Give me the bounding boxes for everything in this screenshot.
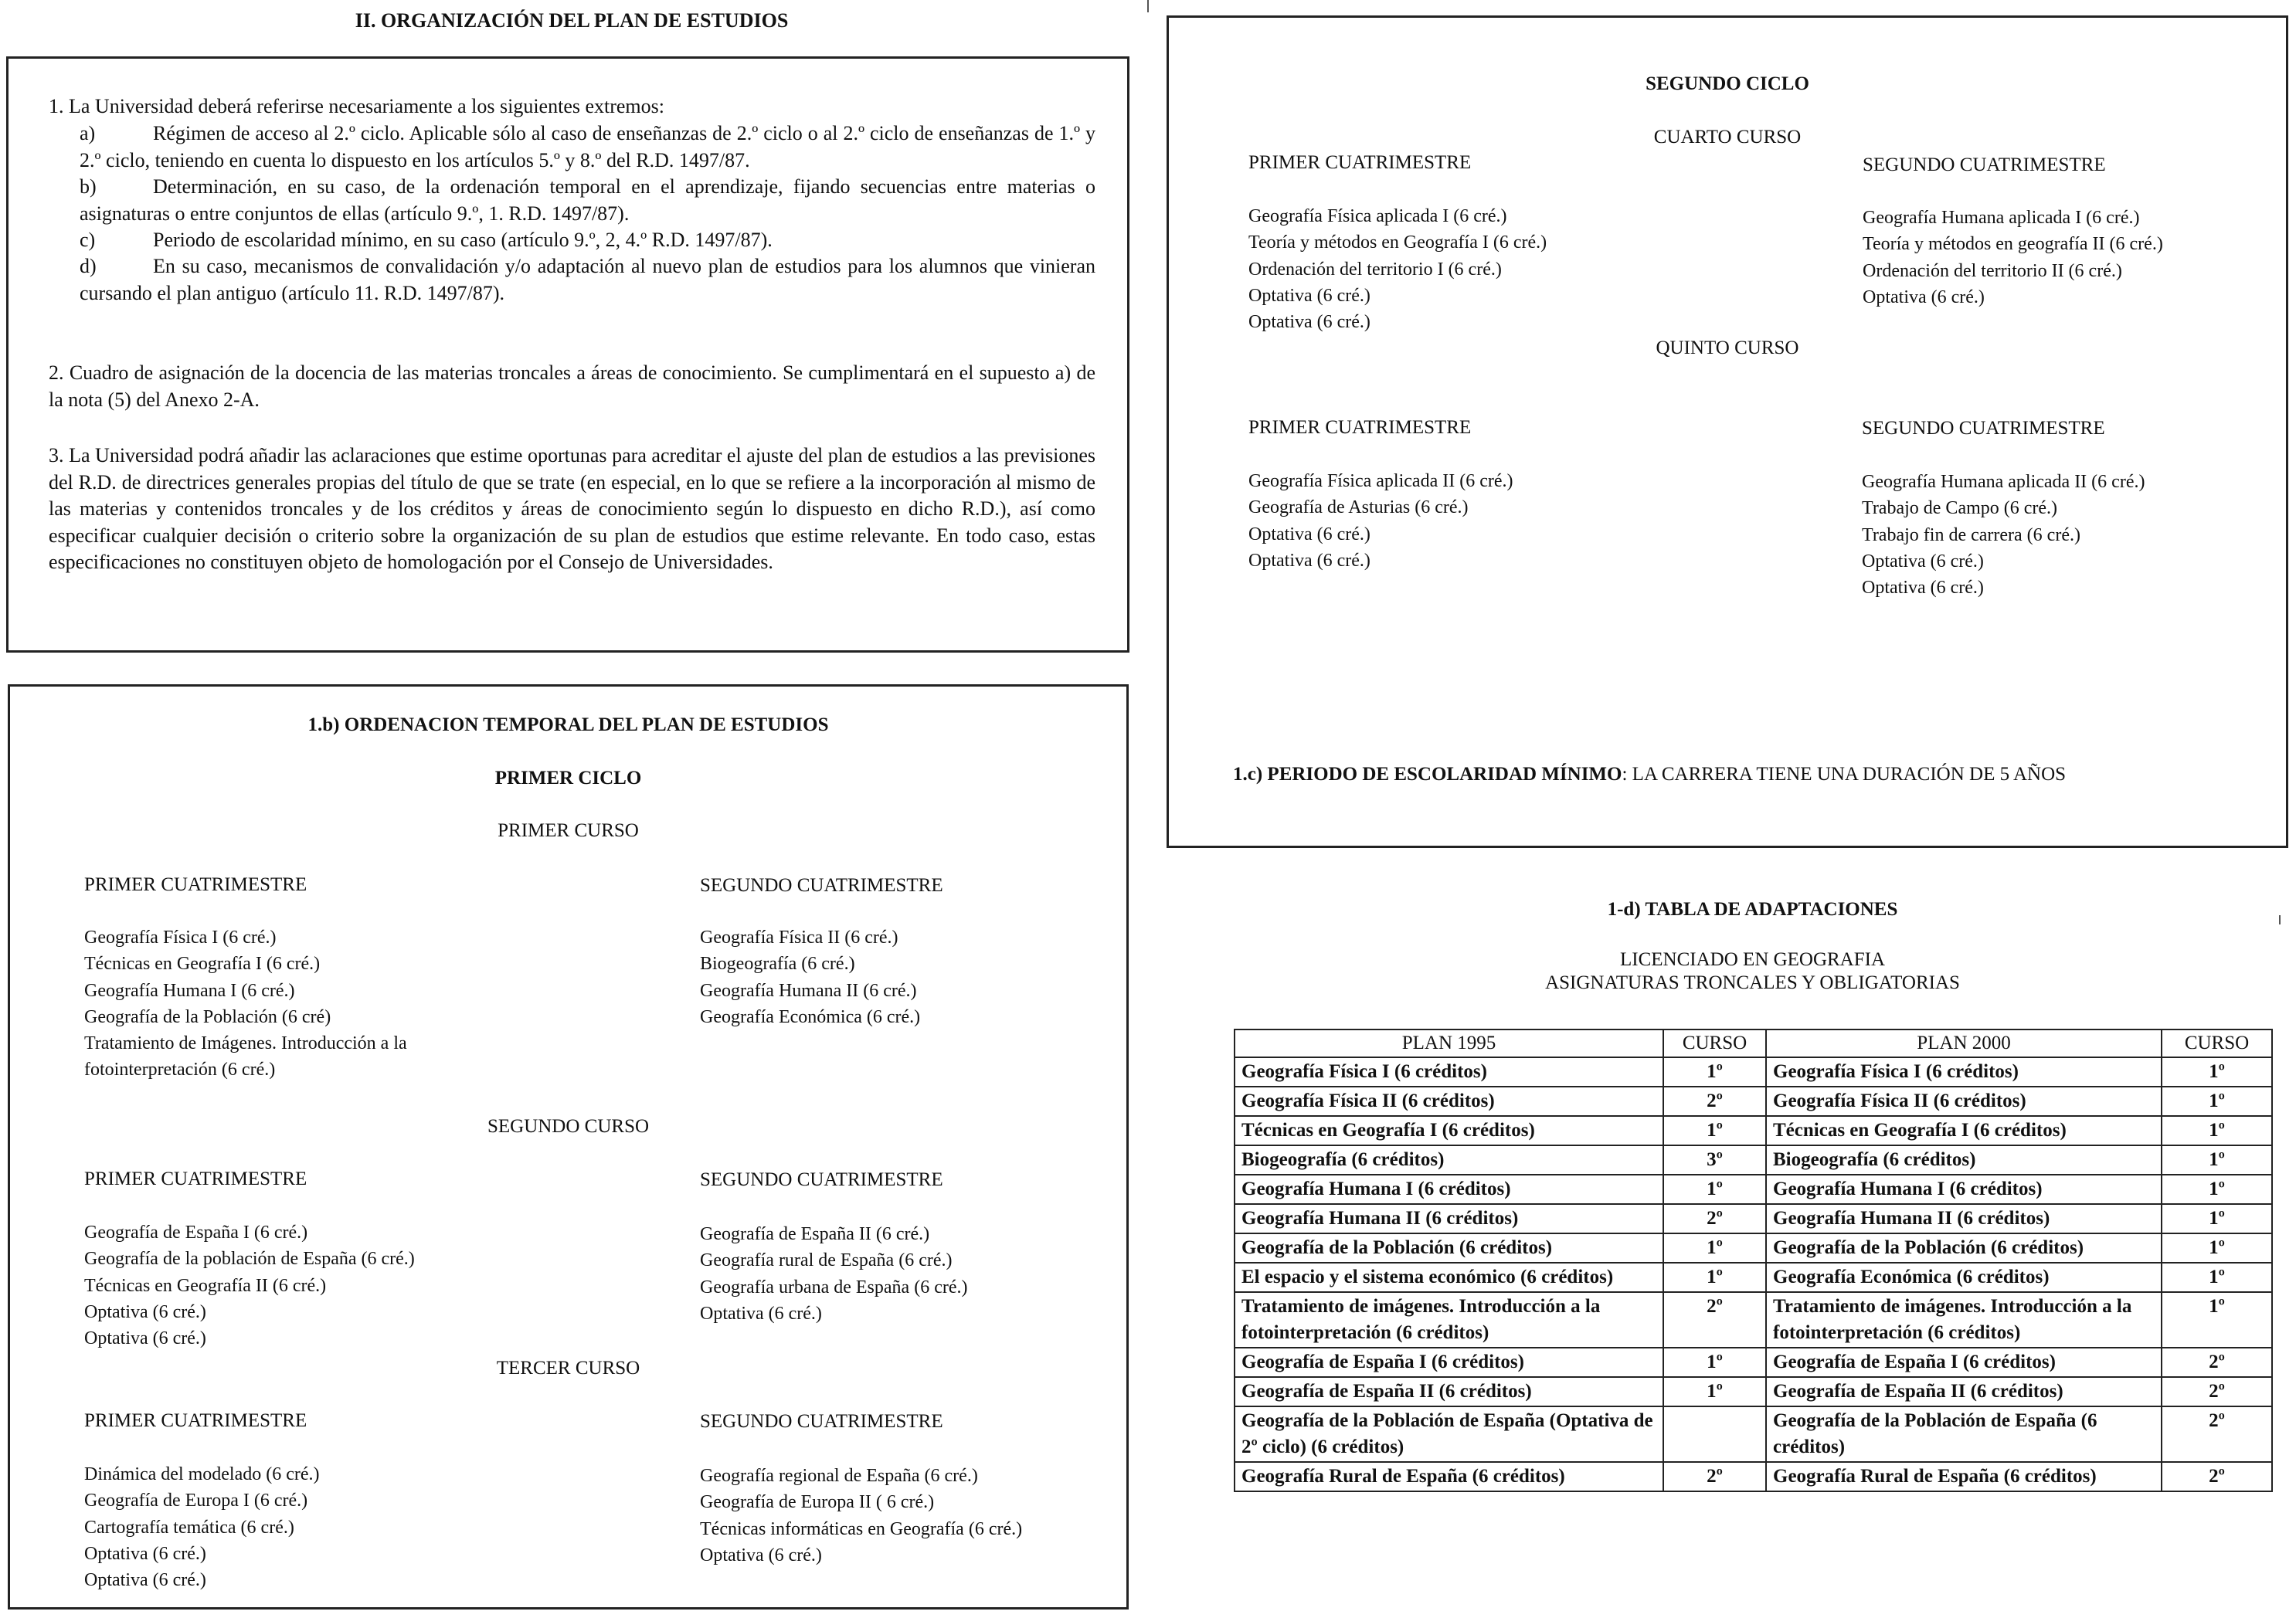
subject-list (700, 924, 920, 1030)
plan-1995-cell: Biogeografía (6 créditos) (1235, 1145, 1663, 1175)
org-box (6, 56, 1129, 653)
subject-item: Trabajo de Campo (6 cré.) (1862, 498, 2058, 519)
subject-item: Optativa (6 cré.) (1863, 287, 1985, 307)
subject-item: Optativa (6 cré.) (84, 1328, 206, 1349)
curso-1995-cell: 2º (1663, 1087, 1766, 1116)
subject-item: Cartografía temática (6 cré.) (84, 1517, 294, 1538)
table-row (1235, 1406, 2272, 1462)
subject-item: Optativa (6 cré.) (1862, 578, 1984, 599)
subject-list (1248, 468, 1513, 574)
plan-title: 1.b) ORDENACION TEMPORAL DEL PLAN DE ESTUDIOS (307, 714, 829, 735)
org-paragraph-3: 3. La Universidad podrá añadir las aclaraciones que estime oportunas para acreditar el ajuste del plan de estudios a las previsiones del R.D. de directrices generales propias del título de que se trate (en especial, en lo que se refiere a la incorporación al mismo de las materias y contenidos troncales y de los créditos y áreas de conocimiento según lo dispuesto en dicho R.D.), así como especificar cualquier decisión o criterio sobre la organización de su plan de estudios que estime relevante. En todo caso, estas especificaciones no constituyen objeto de homologación por el Consejo de Universidades. (49, 444, 1095, 573)
subject-item: Optativa (6 cré.) (1248, 524, 1370, 544)
curso-1995-cell: 1º (1663, 1377, 1766, 1406)
cuatrimestre-heading: PRIMER CUATRIMESTRE (1248, 152, 1472, 173)
curso-2000-cell: 2º (2162, 1462, 2272, 1491)
table-row (1235, 1204, 2272, 1233)
adaptation-table (1234, 1029, 2273, 1492)
plan-2000-cell: Geografía de la Población de España (6 créditos) (1766, 1406, 2162, 1462)
plan-1995-cell: Geografía de España II (6 créditos) (1235, 1377, 1663, 1406)
subject-item: Geografía de Europa I (6 cré.) (84, 1491, 308, 1511)
plan-1995-cell: Geografía de la Población de España (Optativa de 2º ciclo) (6 créditos) (1235, 1406, 1663, 1462)
org-item-text: Régimen de acceso al 2.º ciclo. Aplicable sólo al caso de enseñanzas de 2.º ciclo o al 2.º ciclo de enseñanzas de 1.º y 2.º ciclo, teniendo en cuenta lo dispuesto en los artículos 5.º y 8.º del R.D. 1497/87. (80, 122, 1095, 171)
curso-heading: TERCER CURSO (496, 1358, 640, 1379)
subject-item: Optativa (6 cré.) (1248, 312, 1370, 333)
curso-1995-cell: 1º (1663, 1233, 1766, 1263)
subject-item: Geografía de la Población (6 cré) (84, 1006, 331, 1027)
adapt-title: 1-d) TABLA DE ADAPTACIONES (1607, 899, 1898, 920)
curso-1995-cell: 1º (1663, 1263, 1766, 1292)
subject-item: Geografía Física II (6 cré.) (700, 928, 898, 948)
cuatrimestre-heading: SEGUNDO CUATRIMESTRE (700, 1169, 943, 1190)
plan-2000-cell: Geografía de España I (6 créditos) (1766, 1348, 2162, 1377)
curso-1995-cell: 1º (1663, 1175, 1766, 1204)
adapt-subtitle: LICENCIADO EN GEOGRAFIA (1619, 949, 1886, 970)
cuatrimestre-heading: PRIMER CUATRIMESTRE (84, 1410, 307, 1431)
curso-2000-cell: 1º (2162, 1292, 2272, 1348)
curso-1995-cell: 3º (1663, 1145, 1766, 1175)
plan-2000-cell: Geografía Física I (6 créditos) (1766, 1057, 2162, 1087)
plan-2000-cell: Geografía Económica (6 créditos) (1766, 1263, 2162, 1292)
subject-item: Optativa (6 cré.) (84, 1543, 206, 1564)
periodo-label: 1.c) PERIODO DE ESCOLARIDAD MÍNIMO (1233, 764, 1622, 785)
curso-2000-cell: 1º (2162, 1263, 2272, 1292)
subject-item: Técnicas informáticas en Geografía (6 cré.) (700, 1518, 1023, 1539)
subject-list (84, 1461, 320, 1593)
subject-list (1862, 469, 2145, 601)
subject-item: Optativa (6 cré.) (84, 1301, 206, 1322)
subject-item: Geografía Económica (6 cré.) (700, 1006, 921, 1027)
curso-1995-cell: 2º (1663, 1204, 1766, 1233)
subject-list (700, 1221, 967, 1327)
curso-1995-cell: 2º (1663, 1462, 1766, 1491)
table-row (1235, 1116, 2272, 1145)
cuatrimestre-heading: SEGUNDO CUATRIMESTRE (1862, 418, 2105, 439)
subject-item: Optativa (6 cré.) (1862, 551, 1984, 572)
org-item-label: d) (80, 255, 97, 277)
plan-1995-cell: El espacio y el sistema económico (6 créditos) (1235, 1263, 1663, 1292)
periodo-escolaridad (1233, 762, 2066, 788)
curso-1995-cell: 1º (1663, 1348, 1766, 1377)
column-header: PLAN 1995 (1235, 1029, 1663, 1057)
plan-2000-cell: Biogeografía (6 créditos) (1766, 1145, 2162, 1175)
subject-item: Geografía de Asturias (6 cré.) (1248, 497, 1469, 518)
plan-1995-cell: Geografía de la Población (6 créditos) (1235, 1233, 1663, 1263)
column-header: PLAN 2000 (1766, 1029, 2162, 1057)
subject-item: Trabajo fin de carrera (6 cré.) (1862, 524, 2080, 545)
org-item-c (80, 227, 1095, 254)
plan-ciclo: PRIMER CICLO (494, 768, 642, 789)
plan-1995-cell: Geografía de España I (6 créditos) (1235, 1348, 1663, 1377)
org-item-text: Determinación, en su caso, de la ordenación temporal en el aprendizaje, fijando secuencias entre materias o asignaturas o entre conjuntos de ellas (artículo 9.º, 1. R.D. 1497/87). (80, 175, 1095, 225)
subject-item: Geografía Humana aplicada I (6 cré.) (1863, 208, 2140, 228)
org-item-label: a) (80, 122, 96, 144)
curso-1995-cell: 2º (1663, 1292, 1766, 1348)
org-paragraph-2: 2. Cuadro de asignación de la docencia de las materias troncales a áreas de conocimiento. Se cumplimentará en el supuesto a) de la nota (5) del Anexo 2-A. (49, 361, 1095, 411)
subject-list (1248, 203, 1547, 335)
subject-item: Técnicas en Geografía II (6 cré.) (84, 1275, 327, 1296)
subject-item: Optativa (6 cré.) (1248, 550, 1370, 571)
subject-item: Geografía Humana aplicada II (6 cré.) (1862, 472, 2145, 492)
adapt-subtitle: ASIGNATURAS TRONCALES Y OBLIGATORIAS (1545, 972, 1960, 993)
column-header: CURSO (2162, 1029, 2272, 1057)
scan-mark (2279, 915, 2281, 924)
cuatrimestre-heading: PRIMER CUATRIMESTRE (84, 874, 307, 895)
plan-2000-cell: Geografía Física II (6 créditos) (1766, 1087, 2162, 1116)
org-item-label: b) (80, 175, 97, 198)
curso-heading: PRIMER CURSO (498, 820, 639, 841)
org-item-d (80, 253, 1095, 307)
subject-item: Geografía Física aplicada I (6 cré.) (1248, 206, 1507, 226)
curso-1995-cell: 1º (1663, 1057, 1766, 1087)
subject-item: Dinámica del modelado (6 cré.) (84, 1464, 320, 1484)
subject-item: Tratamiento de Imágenes. Introducción a la (84, 1033, 407, 1054)
plan-1995-cell: Geografía Física I (6 créditos) (1235, 1057, 1663, 1087)
plan-box (8, 684, 1129, 1610)
plan-2000-cell: Geografía Rural de España (6 créditos) (1766, 1462, 2162, 1491)
subject-list (84, 924, 407, 1084)
subject-list (84, 1219, 415, 1352)
table-row (1235, 1292, 2272, 1348)
cuatrimestre-heading: SEGUNDO CUATRIMESTRE (1863, 154, 2106, 175)
plan-2000-cell: Geografía de la Población (6 créditos) (1766, 1233, 2162, 1263)
subject-item: Geografía de la población de España (6 cré.) (84, 1249, 415, 1270)
subject-item: Optativa (6 cré.) (84, 1570, 206, 1591)
curso-2000-cell: 1º (2162, 1116, 2272, 1145)
table-row (1235, 1348, 2272, 1377)
plan-1995-cell: Geografía Humana I (6 créditos) (1235, 1175, 1663, 1204)
table-row (1235, 1377, 2272, 1406)
curso-2000-cell: 1º (2162, 1233, 2272, 1263)
table-body (1235, 1057, 2272, 1491)
plan-1995-cell: Tratamiento de imágenes. Introducción a la fotointerpretación (6 créditos) (1235, 1292, 1663, 1348)
segundo-ciclo-box (1167, 15, 2288, 848)
subject-item: Ordenación del territorio II (6 cré.) (1863, 260, 2122, 281)
table-row (1235, 1175, 2272, 1204)
plan-2000-cell: Tratamiento de imágenes. Introducción a la fotointerpretación (6 créditos) (1766, 1292, 2162, 1348)
curso-2000-cell: 1º (2162, 1204, 2272, 1233)
subject-item: Geografía de Europa II ( 6 cré.) (700, 1492, 935, 1513)
subject-item: Geografía Física I (6 cré.) (84, 928, 277, 948)
subject-item: Geografía rural de España (6 cré.) (700, 1250, 953, 1271)
table-row (1235, 1462, 2272, 1491)
subject-item: Geografía urbana de España (6 cré.) (700, 1277, 968, 1297)
subject-item: Técnicas en Geografía I (6 cré.) (84, 954, 321, 975)
org-paragraph-1: 1. La Universidad deberá referirse necesariamente a los siguientes extremos: (49, 95, 664, 117)
subject-item: fotointerpretación (6 cré.) (84, 1060, 276, 1080)
table-row (1235, 1145, 2272, 1175)
cuatrimestre-heading: SEGUNDO CUATRIMESTRE (700, 875, 943, 896)
subject-item: Geografía regional de España (6 cré.) (700, 1466, 978, 1486)
subject-item: Ordenación del territorio I (6 cré.) (1248, 259, 1502, 280)
subject-item: Optativa (6 cré.) (700, 1303, 822, 1324)
curso-2000-cell: 1º (2162, 1145, 2272, 1175)
plan-2000-cell: Geografía Humana II (6 créditos) (1766, 1204, 2162, 1233)
curso-2000-cell: 1º (2162, 1087, 2272, 1116)
plan-2000-cell: Técnicas en Geografía I (6 créditos) (1766, 1116, 2162, 1145)
column-header: CURSO (1663, 1029, 1766, 1057)
subject-item: Teoría y métodos en geografía II (6 cré.) (1863, 234, 2163, 255)
curso-2000-cell: 2º (2162, 1348, 2272, 1377)
plan-1995-cell: Técnicas en Geografía I (6 créditos) (1235, 1116, 1663, 1145)
curso-2000-cell: 1º (2162, 1175, 2272, 1204)
subject-item: Optativa (6 cré.) (1248, 285, 1370, 306)
periodo-text: : LA CARRERA TIENE UNA DURACIÓN DE 5 AÑOS (1622, 764, 2067, 785)
curso-1995-cell (1663, 1406, 1766, 1462)
ciclo-title: SEGUNDO CICLO (1646, 73, 1809, 94)
curso-heading: SEGUNDO CURSO (487, 1116, 650, 1137)
table-row (1235, 1263, 2272, 1292)
org-title: II. ORGANIZACIÓN DEL PLAN DE ESTUDIOS (355, 9, 789, 32)
org-item-text: En su caso, mecanismos de convalidación y/o adaptación al nuevo plan de estudios para los alumnos que vinieran cursando el plan antiguo (artículo 11. R.D. 1497/87). (80, 255, 1095, 304)
table-header-row (1235, 1029, 2272, 1057)
subject-item: Geografía de España II (6 cré.) (700, 1224, 930, 1244)
plan-2000-cell: Geografía Humana I (6 créditos) (1766, 1175, 2162, 1204)
subject-item: Biogeografía (6 cré.) (700, 954, 855, 975)
curso-2000-cell: 2º (2162, 1377, 2272, 1406)
scan-mark (1147, 0, 1149, 12)
curso-heading: CUARTO CURSO (1653, 127, 1802, 148)
org-item-text: Periodo de escolaridad mínimo, en su caso (artículo 9.º, 2, 4.º R.D. 1497/87). (153, 229, 773, 251)
subject-item: Geografía de España I (6 cré.) (84, 1223, 308, 1243)
curso-2000-cell: 1º (2162, 1057, 2272, 1087)
subject-list (700, 1463, 1022, 1569)
plan-1995-cell: Geografía Rural de España (6 créditos) (1235, 1462, 1663, 1491)
table-row (1235, 1057, 2272, 1087)
plan-1995-cell: Geografía Física II (6 créditos) (1235, 1087, 1663, 1116)
subject-item: Geografía Humana I (6 cré.) (84, 980, 295, 1001)
subject-item: Teoría y métodos en Geografía I (6 cré.) (1248, 232, 1547, 253)
curso-heading: QUINTO CURSO (1656, 338, 1799, 358)
org-item-a (80, 120, 1095, 174)
org-item-b (80, 174, 1095, 227)
subject-list (1863, 205, 2163, 310)
cuatrimestre-heading: PRIMER CUATRIMESTRE (1248, 417, 1472, 438)
org-item-label: c) (80, 229, 96, 251)
cuatrimestre-heading: PRIMER CUATRIMESTRE (84, 1169, 307, 1189)
table-row (1235, 1233, 2272, 1263)
cuatrimestre-heading: SEGUNDO CUATRIMESTRE (700, 1411, 943, 1432)
subject-item: Geografía Humana II (6 cré.) (700, 980, 917, 1001)
subject-item: Optativa (6 cré.) (700, 1545, 822, 1565)
subject-item: Geografía Física aplicada II (6 cré.) (1248, 471, 1513, 491)
table-row (1235, 1087, 2272, 1116)
plan-1995-cell: Geografía Humana II (6 créditos) (1235, 1204, 1663, 1233)
curso-1995-cell: 1º (1663, 1116, 1766, 1145)
plan-2000-cell: Geografía de España II (6 créditos) (1766, 1377, 2162, 1406)
curso-2000-cell: 2º (2162, 1406, 2272, 1462)
